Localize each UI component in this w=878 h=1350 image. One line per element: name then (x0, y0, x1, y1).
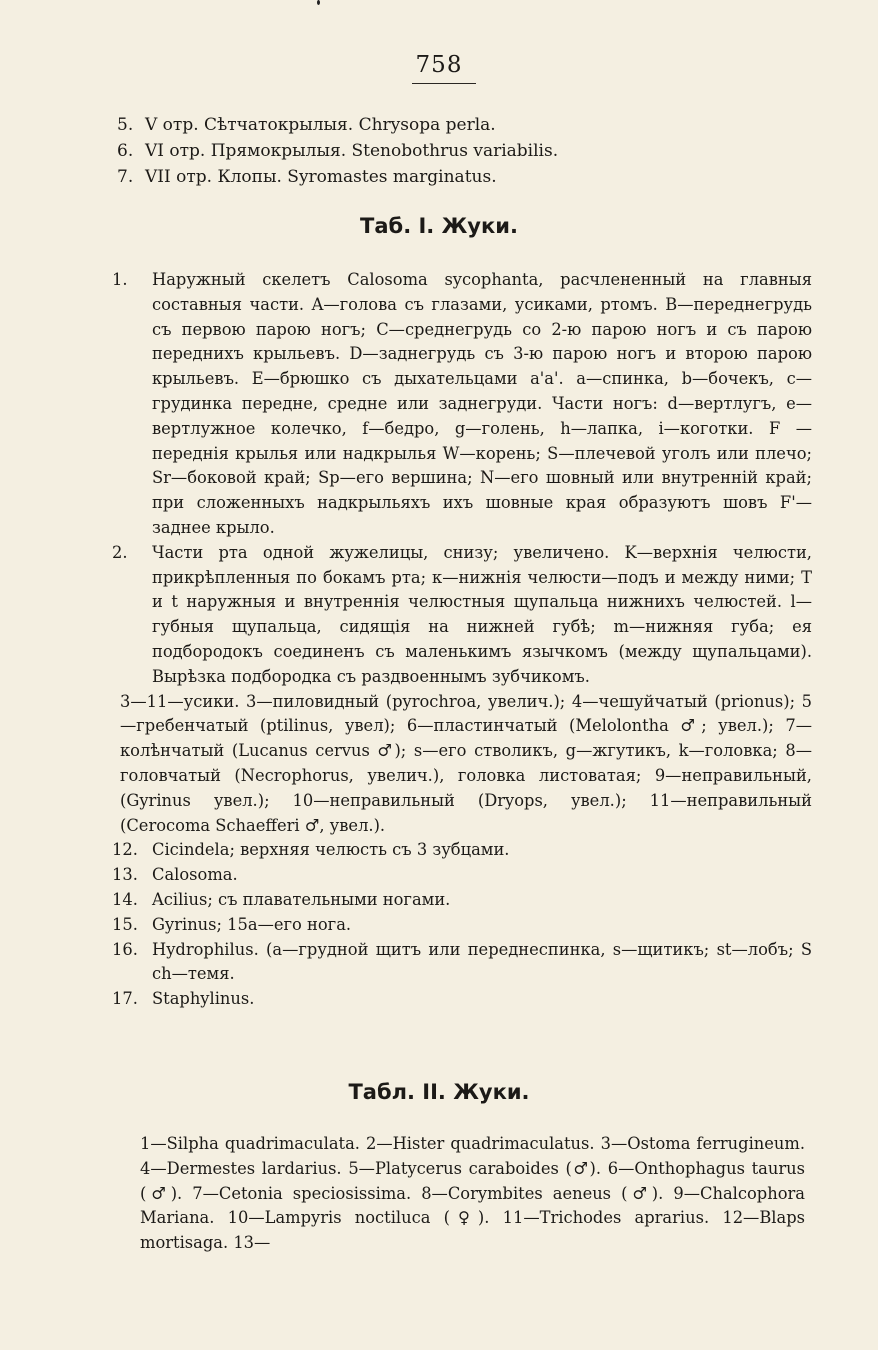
order-text: VI отр. Прямокрылыя. Stenobothrus variabilis. (145, 141, 559, 161)
item-text: Calosoma. (152, 865, 238, 885)
item-number: 16. (112, 939, 138, 959)
item-number: 14. (112, 889, 138, 909)
table-1-list (112, 268, 812, 1012)
item-text: усики. 3—пиловидный (pyrochroa, увелич.); 4—чешуйчатый (prionus); 5—гребенчатый (ptilinus, увел); 6—пластинчатый (Melolontha ♂; увел.); 7—колѣнчатый (Lucanus cervus ♂); s—его стволикъ, g—жгутикъ, k—головка; 8—головчатый (Necrophorus, увелич.), головка листоватая; 9—неправильный, (Gyrinus увел.); 10—неправильный (Dryops, увел.); 11—неправильный (Cerocoma Schaefferi ♂, увел.). (120, 691, 813, 835)
list-item (112, 268, 812, 541)
item-text: Hydrophilus. (a—грудной щитъ или переднеспинка, s—щитикъ; st—лобъ; S ch—темя. (152, 939, 812, 984)
insect-orders-list (117, 112, 757, 190)
item-number: 13. (112, 865, 138, 885)
list-item (112, 838, 812, 863)
list-item (112, 888, 812, 913)
list-item (112, 938, 812, 988)
item-number: 3—11— (120, 691, 184, 711)
item-text: Staphylinus. (152, 989, 255, 1009)
item-text: Части рта одной жужелицы, снизу; увеличено. K—верхнія челюсти, прикрѣпленныя по бокамъ рта; к—нижнія челюсти—подъ и между ними; T и t наружныя и внутреннія челюстныя щупальца нижнихъ челюстей. l—губныя щупальца, сидящія на нижней губѣ; m—нижняя губа; ея подбородокъ соединенъ съ маленькимъ язычкомъ (между щупальцами). Вырѣзка подбородка съ раздвоеннымъ зубчикомъ. (152, 542, 812, 686)
item-number: 15. (112, 914, 138, 934)
list-item (112, 541, 812, 690)
item-number: 2. (112, 542, 128, 562)
order-line (117, 112, 757, 138)
list-item (112, 913, 812, 938)
table-2-paragraph: 1—Silpha quadrimaculata. 2—Hister quadrimaculatus. 3—Ostoma ferrugineum. 4—Dermestes lardarius. 5—Platycerus caraboides (♂). 6—Onthophagus taurus (♂). 7—Cetonia speciosissima. 8—Corymbites aeneus (♂). 9—Chalcophora Mariana. 10—Lampyris noctiluca (♀). 11—Trichodes aprarius. 12—Blaps mortisaga. 13— (140, 1134, 805, 1253)
item-number: 12. (112, 840, 138, 860)
item-number: 17. (112, 989, 138, 1009)
item-text: Acilius; съ плавательными ногами. (152, 889, 451, 909)
order-text: VII отр. Клопы. Syromastes marginatus. (145, 167, 497, 187)
order-line (117, 164, 757, 190)
item-text: Gyrinus; 15a—его нога. (152, 914, 352, 934)
item-number: 1. (112, 270, 128, 289)
list-item (120, 690, 812, 839)
order-number: 5. (117, 115, 134, 135)
order-number: 7. (117, 167, 134, 187)
item-text: Наружный скелетъ Calosoma sycophanta, расчлененный на главныя составныя части. A—голова съ глазами, усиками, ртомъ. B—переднегрудь съ первою парою ногъ; C—среднегрудь со 2-ю парою ногъ и съ парою переднихъ крыльевъ. D—заднегрудь съ 3-ю парою ногъ и второю парою крыльевъ. E—брюшко съ дыхательцами a'a'. a—спинка, b—бочекъ, c—грудинка передне, средне или заднегруди. Части ногъ: d—вертлугъ, e—вертлужное колечко, f—бедро, g—голень, h—лапка, i—коготки. F —переднія крылья или надкрылья W—корень; S—плечевой уголъ или плечо; Sr—боковой край; Sp—его вершина; N—его шовный или внутренній край; при сложенныхъ надкрыльяхъ ихъ шовные края образуютъ шовъ F'—заднее крыло. (152, 270, 812, 537)
order-line (117, 138, 757, 164)
page-number-rule (412, 83, 476, 84)
list-item (112, 863, 812, 888)
ink-speck (317, 0, 320, 5)
item-text: Cicindela; верхняя челюсть съ 3 зубцами. (152, 840, 510, 860)
table-2-heading: Табл. II. Жуки. (348, 1080, 530, 1104)
list-item (112, 987, 812, 1012)
order-number: 6. (117, 141, 134, 161)
table-1-heading: Таб. I. Жуки. (360, 214, 518, 238)
order-text: V отр. Сѣтчатокрылыя. Chrysopa perla. (145, 115, 496, 135)
page-number: 758 (415, 52, 463, 78)
